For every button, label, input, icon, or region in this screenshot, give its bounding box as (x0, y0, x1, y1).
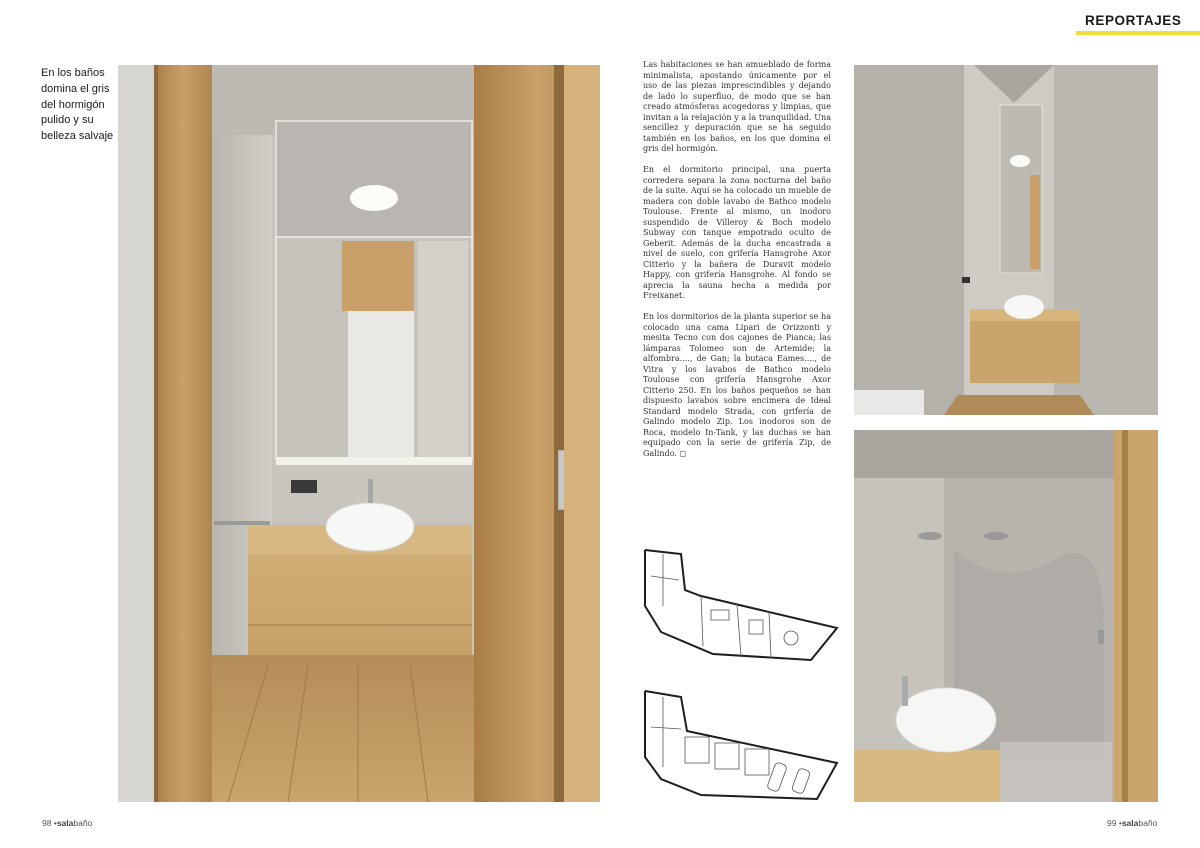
caption-line: belleza salvaje (41, 130, 114, 143)
section-label: REPORTAJES (1085, 13, 1182, 28)
caption-line: pulido y su (41, 114, 94, 127)
brand-name-suffix: baño (73, 818, 93, 828)
folio-separator: • (53, 818, 57, 828)
floor-plan-lower (641, 546, 841, 664)
article-paragraph: En los dormitorios de la planta superior se ha colocado una cama Lipari de Orizzonti y mesita Tecno con dos cajones de Pianca; las lámparas Tolomeo son de Artemide; la alfombra...., de Gan; la butaca Eames...., de Vitra y los lavabos de Bathco modelo Toulouse con grifería Hansgrohe Axor Citterio 250. En los baños pequeños se han dispuesto lavabos sobre encimera de Ideal Standard modelo Strada, con grifería de Galindo modelo Zip. Los inodoros son de Roca, modelo In-Tank, y las duchas se han equipado con la serie de grifería Zip, de Galindo. ◻ (643, 312, 831, 458)
article-paragraph: Las habitaciones se han amueblado de forma minimalista, apostando únicamente por el uso de las piezas imprescindibles y dejando de lado lo superfluo, de modo que se han creado atmósferas acogedoras y limpias, que invitan a la relajación y a la tranquilidad. Una sencillez y depuración que se ha seguido también en los baños, en los que domina el gris del hormigón. (643, 60, 831, 153)
shower-bathroom-photo (854, 430, 1158, 802)
folio-right (1107, 818, 1157, 828)
page-number: 99 (1107, 818, 1117, 828)
folio-left (42, 818, 92, 828)
caption-line: domina el gris (41, 82, 110, 95)
brand-name: sala (1121, 818, 1139, 828)
photo-caption (41, 66, 117, 145)
brand-name-suffix: baño (1138, 818, 1158, 828)
section-accent-bar (1076, 31, 1200, 35)
main-bathroom-photo (118, 65, 600, 802)
caption-line: del hormigón (41, 98, 105, 111)
page-number: 98 (42, 818, 52, 828)
folio-separator: • (1118, 818, 1122, 828)
article-paragraph: En el dormitorio principal, una puerta corredera separa la zona nocturna del baño de la suite. Aquí se ha colocado un mueble de madera con doble lavabo de Bathco modelo Toulouse. Frente al mismo, un inodoro suspendido de Villeroy & Boch modelo Subway con tanque empotrado oculto de Geberit. Además de la ducha encastrada a nivel de suelo, con grifería Hansgrohe Axor Citterio y la bañera de Duravit modelo Happy, con grifería Hansgrohe. Al fondo se aprecia la sauna hecha a medida por Freixanet. (643, 165, 831, 300)
brand-name: sala (56, 818, 74, 828)
article-body (643, 60, 831, 470)
small-bathroom-photo (854, 65, 1158, 415)
floor-plan-upper (641, 687, 841, 801)
caption-line: En los baños (41, 67, 105, 79)
